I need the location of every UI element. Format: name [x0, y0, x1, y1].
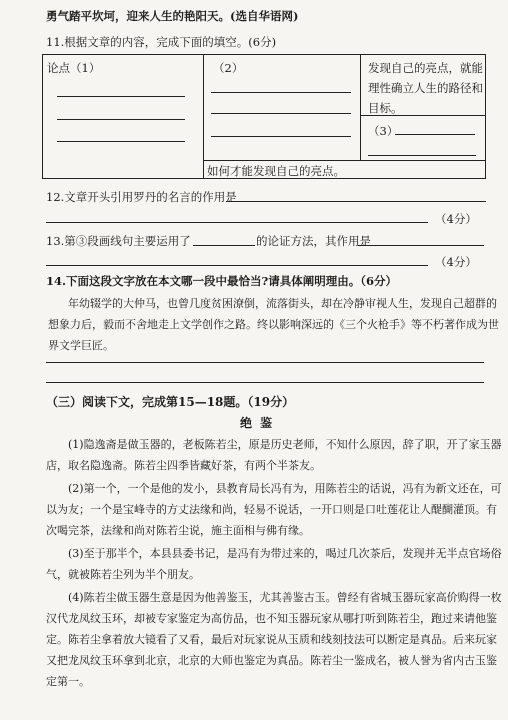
p2-line1: (2)第一个，一个是他的发小，县教育局长冯有为，用陈若尘的话说，冯有为新文还在，可 — [68, 482, 502, 495]
p2-line2: 以为友；一个是宝峰寺的方丈法缘和尚，轻易不说话，一开口则是口吐莲花让人醍醐灌顶。有 — [46, 503, 497, 516]
answer-blank[interactable] — [46, 362, 484, 363]
answer-blank[interactable] — [57, 96, 185, 97]
q11-table — [42, 54, 486, 179]
q14-line3: 界文学巨匠。 — [48, 339, 114, 352]
p3-line2: 气，就被陈若尘列为半个朋友。 — [46, 568, 200, 581]
p4-line3: 定。陈若尘拿着放大镜看了又看，最后对玩家说从玉质和线刻技法可以断定是真品。后来玩家 — [46, 633, 497, 646]
p3-line1: (3)至于那半个，本县县委书记，是冯有为带过来的，喝过几次茶后，发现并无半点官场俗 — [68, 547, 502, 560]
p4-line5: 定第一。 — [46, 675, 90, 688]
answer-blank[interactable] — [57, 119, 185, 120]
q12-text: 12.文章开头引用罗丹的名言的作用是 — [46, 190, 237, 204]
q13-part2: 的论证方法，其作用是 — [256, 234, 371, 248]
top-line: 勇气踏平坎坷，迎来人生的艳阳天。(选自华语网) — [46, 9, 299, 23]
answer-blank[interactable] — [46, 222, 428, 223]
cell-2: （2） — [213, 61, 244, 75]
q14-line1: 年幼辍学的大仲马，也曾几度贫困潦倒，流落街头，却在冷静审视人生，发现自己超群的 — [68, 297, 497, 310]
answer-blank[interactable] — [395, 134, 475, 135]
p2-line3: 次喝完茶，法缘和尚对陈若尘说，施主面相与佛有缘。 — [46, 524, 310, 537]
table-divider — [360, 55, 361, 161]
section3-heading: （三）阅读下文，完成第15—18题。（19分） — [46, 395, 295, 409]
q13-part1: 13.第③段画线句主要运用了 — [46, 234, 191, 248]
q14-line2: 想象力后，毅而不舍地走上文学创作之路。终以影响深远的《三个火枪手》等不朽著作成为世 — [48, 318, 499, 331]
p1-line2: 店，取名隐逸斋。陈若尘四季皆藏好茶，有两个半茶友。 — [46, 459, 321, 472]
answer-blank[interactable] — [358, 245, 484, 246]
answer-blank[interactable] — [211, 113, 351, 114]
answer-blank[interactable] — [46, 265, 428, 266]
q13-score: （4分） — [435, 255, 477, 269]
cell-lundian: 论点（1） — [47, 61, 101, 75]
answer-blank[interactable] — [211, 92, 351, 93]
cell-3-line3: 目标。 — [368, 101, 403, 115]
p1-line1: (1)隐逸斋是做玉器的，老板陈若尘，原是历史老师，不知什么原因，辞了职，开了家玉器 — [68, 438, 502, 451]
q14-title: 14.下面这段文字放在本文哪一段中最恰当?请具体阐明理由。（6分） — [46, 274, 397, 288]
q11-title: 11.根据文章的内容，完成下面的填空。(6分) — [46, 35, 277, 49]
p4-line1: (4)陈若尘做玉器生意是因为他善鉴玉，尤其善鉴古玉。曾经有省城玉器玩家高价购得一枚 — [68, 591, 502, 604]
story-title: 绝 鉴 — [240, 416, 275, 430]
cell-3-line2: 理性确立人生的路径和 — [368, 81, 483, 95]
p4-line2: 汉代龙凤纹玉环，却被专家鉴定为高仿品，也不知玉器玩家从哪打听到陈若尘，跑过来请他鉴 — [46, 612, 497, 625]
answer-blank[interactable] — [368, 155, 476, 156]
answer-blank[interactable] — [46, 382, 484, 383]
answer-blank[interactable] — [226, 201, 486, 202]
cell-4: （3） — [368, 124, 399, 138]
q12-score: （4分） — [435, 212, 477, 226]
answer-blank[interactable] — [193, 245, 255, 246]
table-divider — [203, 160, 485, 161]
cell-bottom: 如何才能发现自己的亮点。 — [207, 164, 345, 178]
answer-blank[interactable] — [211, 136, 351, 137]
cell-3-line1: 发现自己的亮点，就能 — [368, 61, 483, 75]
answer-blank[interactable] — [57, 141, 185, 142]
p4-line4: 又把龙凤纹玉环拿到北京，北京的大师也鉴定为真品。陈若尘一鉴成名，被人誉为省内古玉鉴 — [46, 654, 497, 667]
